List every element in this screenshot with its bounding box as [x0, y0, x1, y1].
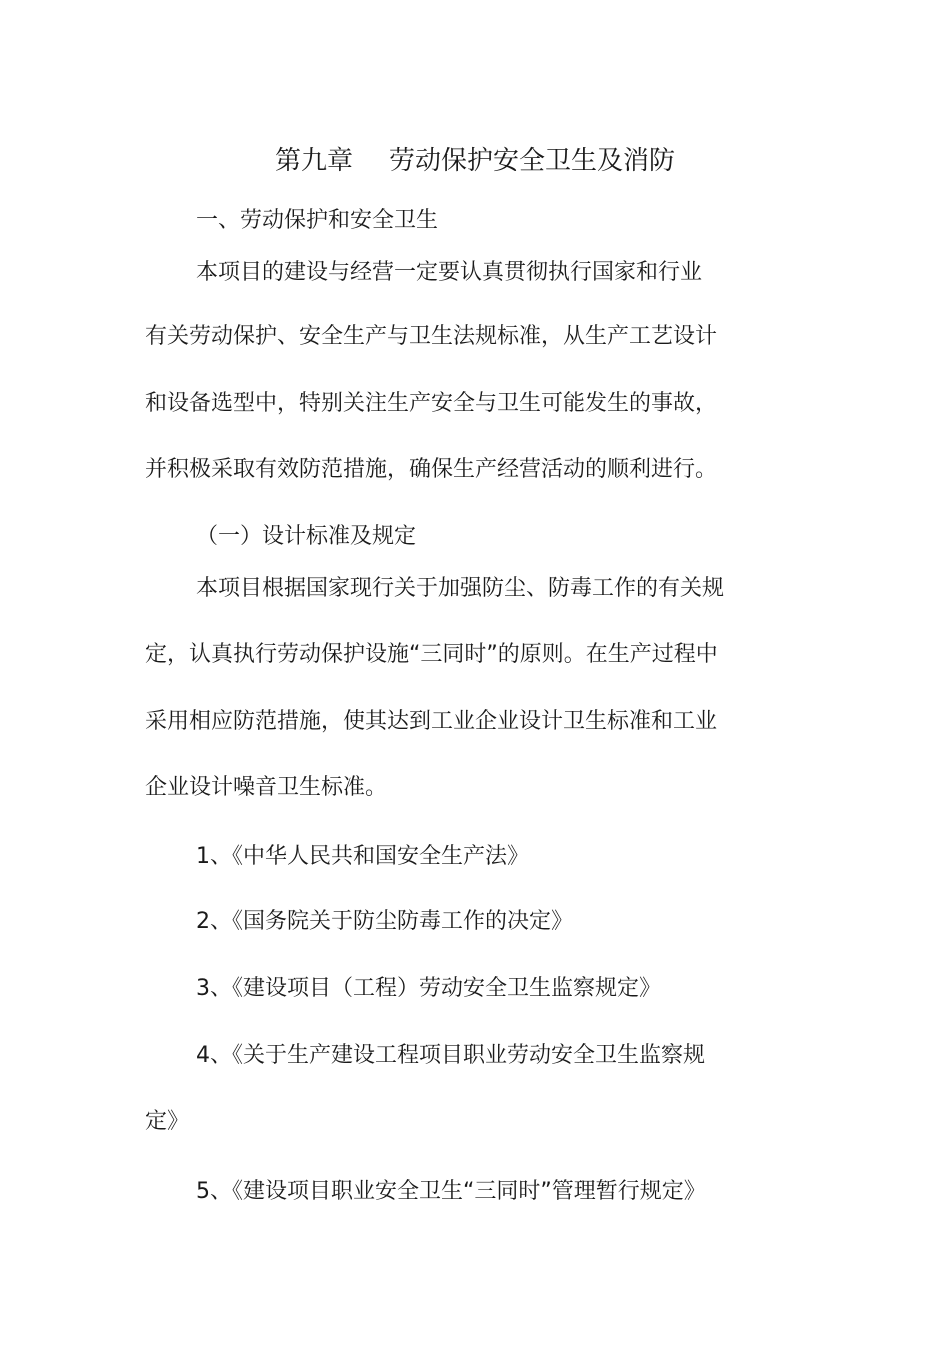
chapter-title-text: 劳动保护安全卫生及消防 — [389, 146, 676, 176]
paragraph-line: 并积极采取有效防范措施，确保生产经营活动的顺利进行。 — [145, 457, 718, 482]
list-item: 5、《建设项目职业安全卫生“三同时”管理暂行规定》 — [196, 1179, 706, 1204]
subsection-heading: （一）设计标准及规定 — [196, 524, 417, 549]
list-item-continuation: 定》 — [145, 1109, 190, 1134]
paragraph-line: 有关劳动保护、安全生产与卫生法规标准，从生产工艺设计 — [145, 324, 718, 349]
chapter-number: 第九章 — [274, 146, 353, 176]
list-item: 4、《关于生产建设工程项目职业劳动安全卫生监察规 — [196, 1043, 705, 1068]
paragraph-line: 和设备选型中，特别关注生产安全与卫生可能发生的事故， — [145, 391, 718, 416]
chapter-title — [0, 144, 950, 178]
paragraph-line: 采用相应防范措施，使其达到工业企业设计卫生标准和工业 — [145, 709, 718, 734]
list-item: 1、《中华人民共和国安全生产法》 — [196, 844, 529, 869]
paragraph-line: 定，认真执行劳动保护设施“三同时”的原则。在生产过程中 — [145, 642, 718, 667]
section-heading: 一、劳动保护和安全卫生 — [196, 208, 439, 233]
paragraph-line: 本项目根据国家现行关于加强防尘、防毒工作的有关规 — [196, 576, 725, 601]
paragraph-line: 本项目的建设与经营一定要认真贯彻执行国家和行业 — [196, 260, 703, 285]
list-item: 2、《国务院关于防尘防毒工作的决定》 — [196, 909, 573, 934]
paragraph-line: 企业设计噪音卫生标准。 — [145, 775, 388, 800]
list-item: 3、《建设项目（工程）劳动安全卫生监察规定》 — [196, 976, 661, 1001]
